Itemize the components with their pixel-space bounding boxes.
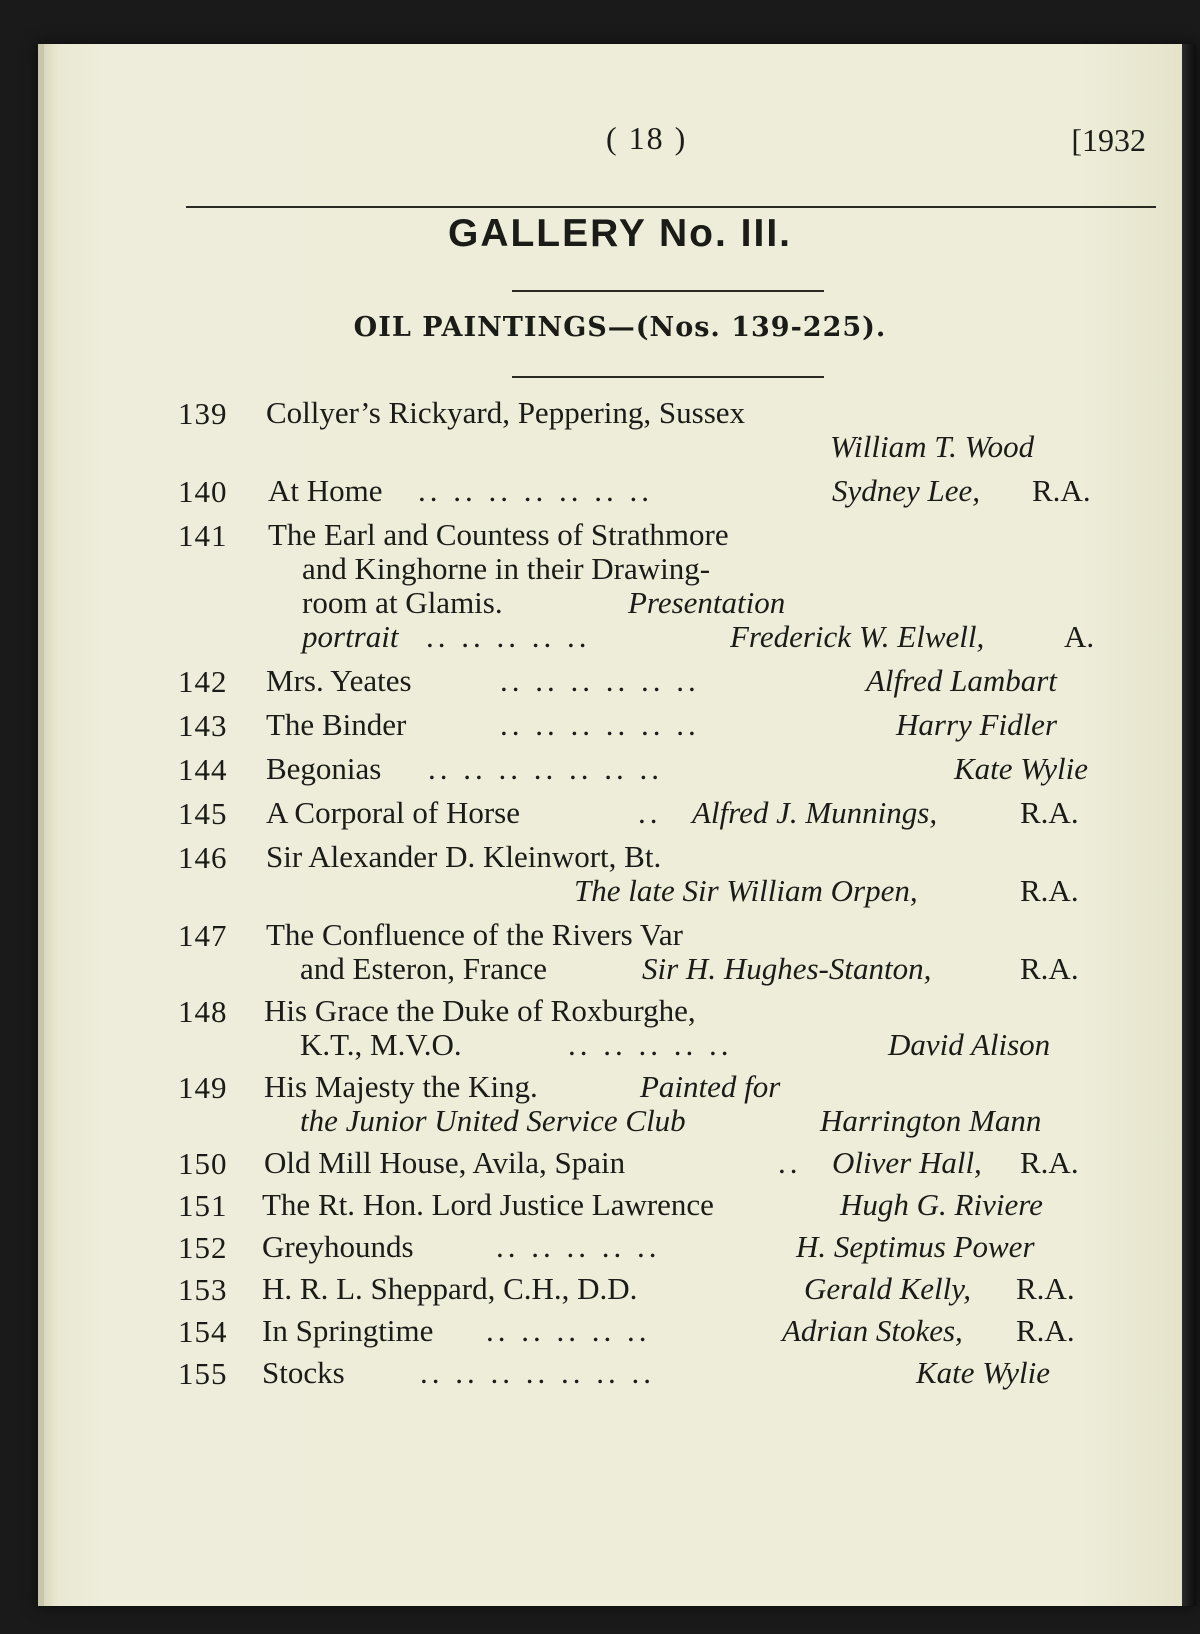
entry-title: and Kinghorne in their Drawing- xyxy=(302,551,711,586)
entry-title: room at Glamis. xyxy=(302,585,503,620)
entry-number: 142 xyxy=(178,664,228,699)
entry-line xyxy=(44,1230,1196,1264)
leader-dots: .. .. .. .. .. .. .. xyxy=(420,1355,655,1390)
leader-dots: .. .. .. .. .. .. xyxy=(500,663,700,698)
entry-number: 153 xyxy=(178,1272,228,1307)
entry-number: 144 xyxy=(178,752,228,787)
title-rule-bottom xyxy=(512,376,824,378)
entry-line xyxy=(44,1272,1196,1306)
entry-number: 148 xyxy=(178,994,228,1029)
entry-line xyxy=(44,952,1196,986)
catalogue-entry xyxy=(44,1356,1196,1390)
entry-line xyxy=(44,1104,1196,1138)
entry-artist: Hugh G. Riviere xyxy=(840,1187,1043,1222)
entry-number: 154 xyxy=(178,1314,228,1349)
catalogue-entries xyxy=(44,395,1196,1391)
leader-dots: .. .. .. .. .. xyxy=(486,1313,651,1348)
entry-line xyxy=(44,1146,1196,1180)
entry-artist: William T. Wood xyxy=(830,429,1035,464)
artist-suffix: R.A. xyxy=(1020,873,1079,908)
entry-artist: Frederick W. Elwell, xyxy=(730,619,985,654)
entry-title: Begonias xyxy=(266,751,382,786)
leader-dots: .. .. .. .. .. xyxy=(426,619,591,654)
entry-note: portrait xyxy=(302,619,399,654)
entry-line xyxy=(44,396,1196,430)
entry-number: 152 xyxy=(178,1230,228,1265)
catalogue-entry xyxy=(44,1070,1196,1138)
entry-title: The Binder xyxy=(266,707,407,742)
entry-title: His Majesty the King. xyxy=(264,1069,538,1104)
entry-number: 149 xyxy=(178,1070,228,1105)
entry-artist: Sir H. Hughes-Stanton, xyxy=(642,951,932,986)
entry-line xyxy=(44,430,1196,464)
leader-dots: .. .. .. .. .. xyxy=(496,1229,661,1264)
entry-line xyxy=(44,708,1196,742)
artist-suffix: R.A. xyxy=(1032,473,1091,508)
entry-number: 150 xyxy=(178,1146,228,1181)
catalogue-entry xyxy=(44,1230,1196,1264)
entry-number: 145 xyxy=(178,796,228,831)
entry-note: Presentation xyxy=(628,585,786,620)
entry-artist: Alfred Lambart xyxy=(866,663,1057,698)
entry-line xyxy=(44,796,1196,830)
page-number: ( 18 ) xyxy=(606,120,688,156)
entry-number: 141 xyxy=(178,518,228,553)
header-year: [1932 xyxy=(1071,122,1146,158)
entry-number: 147 xyxy=(178,918,228,953)
catalogue-entry xyxy=(44,708,1196,742)
entry-artist: Kate Wylie xyxy=(916,1355,1051,1390)
entry-line xyxy=(44,586,1196,620)
entry-title: Old Mill House, Avila, Spain xyxy=(264,1145,626,1180)
entry-title: Collyer’s Rickyard, Peppering, Sussex xyxy=(266,395,746,430)
entry-number: 155 xyxy=(178,1356,228,1391)
catalogue-entry xyxy=(44,918,1196,986)
entry-line xyxy=(44,552,1196,586)
entry-title: A Corporal of Horse xyxy=(266,795,520,830)
gallery-title: GALLERY No. III. xyxy=(447,212,793,255)
entry-title: Stocks xyxy=(262,1355,345,1390)
entry-note: the Junior United Service Club xyxy=(300,1103,686,1138)
entry-artist: Alfred J. Munnings, xyxy=(692,795,938,830)
section-subtitle: OIL PAINTINGS—(Nos. 139-225). xyxy=(353,312,887,343)
entry-title: Mrs. Yeates xyxy=(266,663,412,698)
entry-line xyxy=(44,1028,1196,1062)
entry-number: 143 xyxy=(178,708,228,743)
entry-title: Sir Alexander D. Kleinwort, Bt. xyxy=(266,839,662,874)
entry-title: The Rt. Hon. Lord Justice Lawrence xyxy=(262,1187,714,1222)
entry-title: The Earl and Countess of Strathmore xyxy=(268,517,729,552)
leader-dots: .. .. .. .. .. .. .. xyxy=(428,751,663,786)
entry-line xyxy=(44,840,1196,874)
entry-number: 139 xyxy=(178,396,228,431)
entry-line xyxy=(44,1070,1196,1104)
catalogue-entry xyxy=(44,396,1196,464)
catalogue-entry xyxy=(44,840,1196,908)
leader-dots: .. .. .. .. .. .. xyxy=(500,707,700,742)
catalogue-entry xyxy=(44,474,1196,508)
entry-line xyxy=(44,474,1196,508)
entry-artist: Adrian Stokes, xyxy=(782,1313,963,1348)
catalogue-entry xyxy=(44,664,1196,698)
entry-artist: Harry Fidler xyxy=(896,707,1058,742)
entry-line xyxy=(44,752,1196,786)
catalogue-entry xyxy=(44,796,1196,830)
leader-dots: .. xyxy=(638,795,662,830)
artist-suffix: R.A. xyxy=(1020,951,1079,986)
entry-title: H. R. L. Sheppard, C.H., D.D. xyxy=(262,1271,638,1306)
entry-number: 140 xyxy=(178,474,228,509)
entry-number: 151 xyxy=(178,1188,228,1223)
entry-artist: Oliver Hall, xyxy=(832,1145,982,1180)
catalogue-entry xyxy=(44,1272,1196,1306)
entry-title: and Esteron, France xyxy=(300,951,548,986)
entry-artist: The late Sir William Orpen, xyxy=(574,873,918,908)
catalogue-entry xyxy=(44,752,1196,786)
entry-line xyxy=(44,1356,1196,1390)
entry-title: In Springtime xyxy=(262,1313,434,1348)
entry-title: Greyhounds xyxy=(262,1229,414,1264)
leader-dots: .. xyxy=(778,1145,802,1180)
entry-title: K.T., M.V.O. xyxy=(300,1027,462,1062)
entry-artist: Gerald Kelly, xyxy=(804,1271,972,1306)
artist-suffix: R.A. xyxy=(1016,1313,1075,1348)
catalogue-entry xyxy=(44,994,1196,1062)
running-header xyxy=(186,106,1156,208)
entry-line xyxy=(44,1188,1196,1222)
entry-artist: H. Septimus Power xyxy=(796,1229,1035,1264)
artist-suffix: R.A. xyxy=(1020,795,1079,830)
entry-line xyxy=(44,620,1196,654)
entry-title: At Home xyxy=(268,473,383,508)
entry-line xyxy=(44,664,1196,698)
catalogue-entry xyxy=(44,1188,1196,1222)
entry-title: The Confluence of the Rivers Var xyxy=(266,917,683,952)
catalogue-entry xyxy=(44,1314,1196,1348)
artist-suffix: R.A. xyxy=(1020,1145,1079,1180)
entry-line xyxy=(44,518,1196,552)
entry-line xyxy=(44,918,1196,952)
entry-line xyxy=(44,874,1196,908)
leader-dots: .. .. .. .. .. xyxy=(568,1027,733,1062)
entry-line xyxy=(44,994,1196,1028)
entry-line xyxy=(44,1314,1196,1348)
catalogue-entry xyxy=(44,1146,1196,1180)
catalogue-page xyxy=(38,44,1196,1606)
entry-title: His Grace the Duke of Roxburghe, xyxy=(264,993,696,1028)
entry-artist: Harrington Mann xyxy=(820,1103,1042,1138)
artist-suffix: R.A. xyxy=(1016,1271,1075,1306)
entry-artist: Sydney Lee, xyxy=(832,473,981,508)
entry-artist: David Alison xyxy=(888,1027,1051,1062)
title-rule-top xyxy=(512,290,824,292)
artist-suffix: A. xyxy=(1064,619,1095,654)
catalogue-entry xyxy=(44,518,1196,654)
leader-dots: .. .. .. .. .. .. .. xyxy=(418,473,653,508)
entry-artist: Kate Wylie xyxy=(954,751,1089,786)
entry-number: 146 xyxy=(178,840,228,875)
entry-note: Painted for xyxy=(640,1069,781,1104)
